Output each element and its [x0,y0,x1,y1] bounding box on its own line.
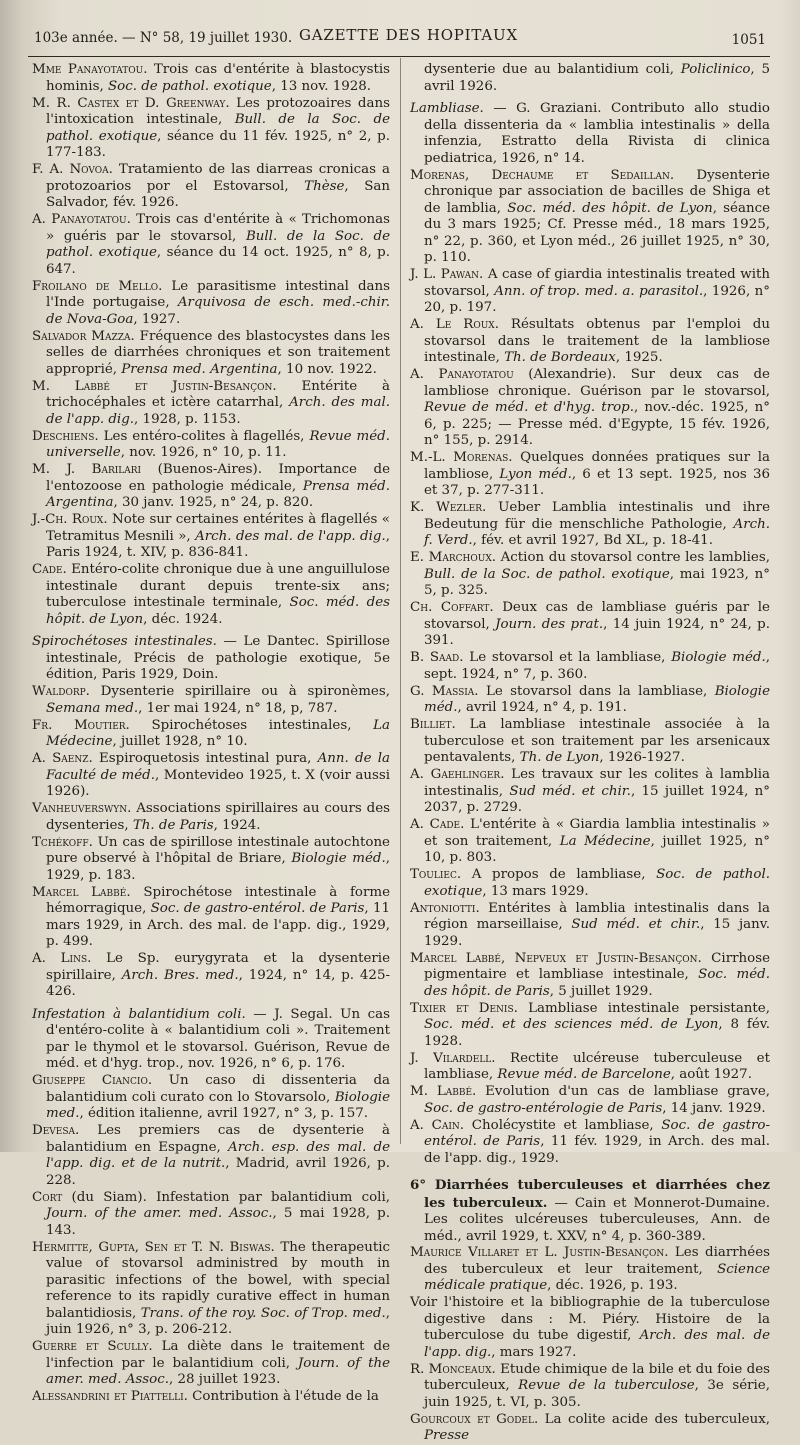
bibliography-entry [32,835,390,885]
entry-author: A. Cade. [410,817,465,832]
entry-reference: , Montevideo 1925, t. X (voir aussi 1926). [46,767,390,799]
entry-source: Arch. des mal. de l'app. dig. [424,1328,771,1360]
entry-text: Contribution à l'étude de la [187,1389,379,1404]
entry-author: M. Labbé et Justin-Besançon. [32,378,277,394]
entry-author: B. Saad. [410,650,464,665]
entry-author: Tchékoff. [32,834,93,850]
entry-reference: , août 1927. [670,1067,752,1082]
entry-source: Bull. de la Soc. de pathol. exotique [46,112,390,144]
bibliography-entry [410,367,770,450]
entry-source: Soc. méd. des hôpit. de Lyon [46,595,391,627]
entry-source: Soc. méd. des hôpit. de Paris [424,967,770,999]
entry-source: Lyon méd. [499,466,572,482]
entry-author: Fr. Moutier. [32,717,130,733]
entry-author: Marcel Labbé, Nepveux et Justin-Besançon. [410,950,702,966]
entry-text: La diète dans le traitement de l'infection par le balantidium coli, [46,1339,390,1371]
entry-reference: , Madrid, avril 1926, p. 228. [46,1156,390,1188]
entry-text: Quelques données pratiques sur la lambliose, [424,450,770,482]
entry-text: La colite acide des tuberculeux, [538,1411,771,1427]
bibliography-entry [410,867,770,900]
bibliography-entry [32,1389,390,1406]
bibliography-entry [32,801,390,834]
entry-source: Arch. des mal. de l'app. dig. [46,395,390,427]
entry-author: Hermitte, Gupta, Sen et T. N. Biswas. [32,1239,275,1255]
entry-source: Biologie méd. [671,650,766,665]
entry-author: Gourcoux et Godel. [410,1411,539,1427]
header-rule [28,56,770,57]
bibliography-entry [410,684,770,717]
entry-reference: , mai 1923, n° 5, p. 325. [424,566,770,598]
right-column [410,62,771,1443]
page-number: 1051 [731,32,766,48]
entry-reference: , 15 janv. 1929. [424,917,770,949]
entry-source: Th. de Paris [132,817,214,833]
entry-author: K. Wezler. [410,500,487,515]
entry-source: La Médecine [46,717,390,749]
entry-reference: , Paris 1924, t. XIV, p. 836-841. [46,528,390,560]
entry-reference: , 1925. [615,350,663,365]
entry-text: Associations spirillaires au cours des dysenteries, [46,801,390,833]
entry-author: Billiet. [410,717,456,732]
entry-text: Evolution d'un cas de lambliase grave, [476,1084,771,1099]
entry-reference: , 13 nov. 1928. [271,78,372,94]
entry-text: Fréquence des blastocystes dans les selles de diarrhées chroniques et son traitement approprié, [46,328,390,377]
entry-author: A. Saenz. [32,751,93,766]
entry-text: Les protozoaires dans l'intoxication intestinale, [46,95,390,127]
entry-author: Giuseppe Ciancio. [32,1073,153,1088]
entry-text: L'entérite à « Giardia lamblia intestinalis » et son traitement, [424,817,770,849]
entry-text: Spirochétose intestinale à forme hémorragique, [46,884,390,916]
entry-author: Guerre et Scully. [32,1339,153,1354]
bibliography-entry [32,62,390,95]
bibliography-entry [32,279,390,329]
bibliography-entry [32,885,390,951]
entry-reference: , 14 janv. 1929. [662,1100,766,1116]
entry-author: M. J. Barilari [32,462,142,477]
entry-source: Biologie méd. [291,851,386,866]
bibliography-entry [410,650,770,683]
bibliography-entry [410,1362,770,1412]
entry-source: Trans. of the roy. Soc. of Trop. med. [140,1305,386,1321]
journal-title: GAZETTE DES HOPITAUX [299,26,518,44]
page-header [34,26,766,50]
bibliography-entry [32,1339,390,1389]
entry-source: Ann. of trop. med. a. parasitol. [494,283,704,299]
entry-reference: , édition italienne, avril 1927, n° 3, p. 157. [79,1106,369,1121]
bibliography-entry [32,718,390,751]
entry-reference: , 1926-1927. [599,750,685,765]
entry-source: Sud méd. et chir. [571,917,701,932]
bibliography-entry [410,767,770,817]
bibliography-entry [32,212,390,278]
entry-author: M.-L. Morenas. [410,450,513,465]
entry-author: Touliec. [410,867,462,882]
entry-reference: , 30 janv. 1925, n° 24, p. 820. [113,495,314,510]
bibliography-entry [410,168,770,267]
bibliography-entry [32,162,390,212]
entry-reference: , mars 1927. [491,1344,577,1360]
entry-source: Journ. des prat. [495,616,604,632]
entry-text: Les premiers cas de dysenterie à balantidium en Espagne, [46,1123,390,1155]
entry-text: Ueber Lamblia intestinalis und ihre Bedeutung für die menschliche Pathologie, [424,500,770,532]
entry-source: Prensa méd. Argentina [46,478,390,510]
entry-reference: , 1927. [133,311,181,327]
entry-reference: , séance du 14 oct. 1925, n° 8, p. 647. [46,245,390,277]
entry-text: Le Sp. eurygyrata et la dysenterie spirillaire, [46,951,390,983]
entry-source: Th. de Lyon [519,750,600,765]
bibliography-entry [32,1240,390,1339]
entry-text: Le stovarsol dans la lambliase, [478,683,715,699]
entry-source: Arch. des mal. de l'app. dig. [195,528,386,544]
entry-reference: , 10 nov. 1922. [277,361,377,377]
entry-author: Maurice Villaret et L. Justin-Besançon. [410,1245,669,1260]
entry-source: Thèse [304,178,345,194]
bibliography-entry [32,1007,390,1073]
entry-text: (du Siam). Infestation par balantidium coli, [62,1189,390,1205]
entry-text: Cholécystite et lambliase, [464,1117,662,1133]
entry-reference: , 14 juin 1924, n° 24, p. 391. [424,616,770,648]
entry-text: dysenterie due au balantidium coli, [424,62,681,77]
bibliography-entry [32,1123,390,1189]
entry-author: E. Marchoux. [410,550,496,565]
entry-author: Salvador Mazza. [32,328,135,344]
entry-text: Note sur certaines entérites à flagellés « Tetramitus Mesnili », [46,512,390,544]
entry-source: Arch. esp. des mal. de l'app. dig. et de la nutrit. [46,1139,391,1171]
entry-text: Le parasitisme intestinal dans l'Inde portugaise, [46,278,390,310]
bibliography-entry [410,317,770,367]
entry-reference: , 11 fév. 1929, in Arch. des mal. de l'app. dig., 1929. [424,1134,770,1166]
bibliography-entry [32,379,390,429]
entry-source: Journ. of the amer. med. Assoc. [46,1206,273,1221]
bibliography-entry [32,634,390,684]
entry-source: Bull. de la Soc. de pathol. exotique [46,228,390,260]
entry-author: Vanheuverswyn. [32,801,132,816]
entry-reference: , séance du 11 fév. 1925, n° 2, p. 177-183. [46,128,390,160]
entry-reference: , fév. et avril 1927, Bd XL, p. 18-41. [472,533,713,548]
bibliography-entry [410,717,770,767]
bibliography-entry [410,1051,770,1084]
entry-author: A. Panayotatou. [32,212,131,227]
entry-reference: , déc. 1926, p. 193. [547,1278,678,1293]
entry-source: Bull. de la Soc. de pathol. exotique [424,566,670,582]
entry-reference: — J. Segal. Un cas d'entéro-colite à « balantidium coli ». Traitement par le thymol et le stovarsol. Guérison, Revue de méd. et d'hyg. trop., nov. 1926, n° 6, p. 176. [46,1006,390,1071]
entry-source: Policlinico [680,62,751,77]
bibliography-entry [410,267,770,317]
bibliography-entry [410,951,770,1001]
entry-author: A. Cain. [410,1117,465,1133]
entry-source: Prensa med. Argentina [121,361,278,377]
bibliography-entry [32,429,390,462]
entry-reference: , 1929, p. 183. [46,851,390,883]
entry-author: Antoniotti. [410,900,480,916]
entry-source: Revue méd. universelle [46,428,390,460]
entry-text: Le stovarsol et la lambliase, [463,650,672,665]
entry-reference: , 1924, n° 14, p. 425-426. [46,967,390,999]
entry-source: Biologie méd. [424,683,770,715]
entry-text: Les travaux sur les colites à lamblia intestinalis, [424,767,771,799]
entry-text: Etude chimique de la bile et du foie des tuberculeux, [424,1361,771,1393]
entry-source: Arch. f. Verd. [424,516,770,548]
entry-reference: — Le Dantec. Spirillose intestinale, Précis de pathologie exotique, 5e édition, Paris 1929, Doin. [46,634,390,682]
entry-author: Tixier et Denis. [410,1000,518,1016]
entry-source: La Médecine [559,833,651,849]
entry-reference: , juin 1926, n° 3, p. 206-212. [46,1305,390,1337]
entry-text: (Alexandrie). Sur deux cas de lambliose chronique. Guérison par le stovarsol, [424,367,770,399]
bibliography-entry [410,600,770,650]
entry-author: Waldorp. [32,684,90,699]
bibliography-entry [410,901,770,951]
entry-text: Résultats obtenus par l'emploi du stovarsol dans le traitement de la lambliose intestinale, [424,317,770,365]
entry-reference: — G. Graziani. Contributo allo studio della dissenteria da « lamblia intestinalis » della infenzia, Estratto della Rivista di clinica pediatrica, 1926, n° 14. [424,101,770,166]
entry-text: Espiroquetosis intestinal pura, [92,751,318,766]
entry-source: Soc. de gastro-entérologie de Paris [424,1100,663,1116]
entry-reference: , déc. 1924. [143,611,223,627]
entry-author: M. Labbé. [410,1084,477,1099]
entry-text: Les entéro-colites à flagellés, [98,428,310,444]
bibliography-entry [410,62,770,95]
entry-author: Froilano de Mello. [32,278,163,294]
entry-source: Revue méd. de Barcelone [497,1067,671,1082]
entry-author: Alessandrini et Piattelli. [32,1389,188,1404]
entry-reference: , San Salvador, fév. 1926. [46,178,391,210]
entry-source: Semana med. [46,700,139,716]
entry-reference: , 3e série, juin 1925, t. VI, p. 305. [424,1378,770,1410]
bibliography-entry [410,450,770,500]
entry-author: Marcel Labbé. [32,884,131,900]
entry-source: Presse [424,1428,470,1443]
entry-text: Dysenterie chronique par association de bacilles de Shiga et de lamblia, [424,167,770,216]
entry-reference: , nov.-déc. 1925, n° 6, p. 225; — Presse méd. d'Egypte, 15 fév. 1926, n° 155, p. 2914. [424,400,770,448]
entry-reference: , juillet 1925, n° 10, p. 803. [424,833,770,865]
bibliography-entry [32,562,390,628]
section-heading: 6° Diarrhées tuberculeuses et diarrhées chez les tuberculeux. [410,1177,770,1211]
column-divider [400,58,401,1144]
entry-source: Infestation à balantidium coli. [32,1006,246,1022]
bibliography-entry [32,329,390,379]
bibliography-entry [410,500,770,550]
bibliography-entry [410,1118,770,1168]
entry-reference: , 5 mai 1928, p. 143. [46,1206,390,1238]
entry-reference: , 5 avril 1926. [424,62,770,94]
entry-author: F. A. Novoa. [32,162,113,177]
entry-reference: , 5 juillet 1929. [549,983,653,999]
entry-source: Biologie med. [46,1089,390,1121]
entry-text: Entérites à lamblia intestinalis dans la région marseillaise, [424,900,770,932]
bibliography-entry [410,1001,770,1051]
entry-reference: , 28 juillet 1923. [169,1372,281,1387]
issue-info: 103e année. — N° 58, 19 juillet 1930. [34,30,293,46]
entry-text: Cirrhose pigmentaire et lambliase intestinale, [424,950,770,982]
entry-text: Dysenterie spirillaire ou à spironèmes, [89,684,390,699]
entry-text: La lambliase intestinale associée à la tuberculose et son traitement par les arsenicaux pentavalents, [424,717,770,765]
entry-reference: , 1926, n° 20, p. 197. [424,283,770,315]
entry-author: A. Gaehlinger. [410,767,505,782]
bibliography-entry [32,1190,390,1240]
entry-author: Deschiens. [32,428,99,444]
left-column [32,62,391,1404]
entry-reference: , sept. 1924, n° 7, p. 360. [424,650,771,682]
entry-author: J.-Ch. Roux. [32,512,108,527]
entry-author: Morenas, Dechaume et Sedaillan. [410,167,675,183]
entry-reference: , 11 mars 1929, in Arch. des mal. de l'app. dig., 1929, p. 499. [46,901,390,949]
entry-text: Entéro-colite chronique due à une anguillulose intestinale durant depuis trente-six ans; tuberculose intestinale terminale, [46,562,390,610]
entry-reference: , 13 mars 1929. [482,883,589,899]
entry-text: Trois cas d'entérite à blastocystis hominis, [46,62,390,94]
entry-source: Soc. méd. et des sciences méd. de Lyon [424,1017,719,1032]
entry-author: Cort [32,1189,63,1205]
entry-author: Devesa. [32,1123,80,1138]
bibliography-entry [410,1295,770,1361]
entry-reference: , 15 juillet 1924, n° 2037, p. 2729. [424,783,770,815]
entry-source: Journ. of the amer. med. Assoc. [46,1355,390,1387]
entry-text: Rectite ulcéreuse tuberculeuse et lambliase, [424,1050,770,1082]
entry-text: Trois cas d'entérite à « Trichomonas » guéris par le stovarsol, [46,212,391,244]
bibliography-entry [32,512,390,562]
entry-text: Voir l'histoire et la bibliographie de la tuberculose digestive dans : M. Piéry. Histoire de la tuberculose du tube digestif, [410,1295,770,1343]
entry-reference: , séance du 3 mars 1925; Cf. Presse méd., 18 mars 1925, n° 22, p. 360, et Lyon méd., 26 juillet 1925, n° 30, p. 110. [424,200,770,265]
entry-text: Entérite à trichocéphales et ictère catarrhal, [46,378,390,410]
bibliography-entry [32,1073,390,1123]
entry-text: Un caso di dissenteria da balantidium coli curato con lo Stovarsolo, [46,1073,391,1105]
entry-source: Soc. de gastro-entérol. de Paris [150,901,365,916]
entry-source: Revue de méd. et d'hyg. trop. [424,400,634,415]
entry-text: Spirochétoses intestinales, [129,717,374,733]
entry-text: — Cain et Monnerot-Dumaine. Les colites ulcéreuses tuberculeuses, Ann. de méd., avril 1929, t. XXV, n° 4, p. 360-389. [424,1195,770,1244]
entry-author: Ch. Coffart. [410,600,494,615]
entry-reference: , 1er mai 1924, n° 18, p, 787. [138,700,338,716]
entry-text: Les diarrhées des tuberculeux et leur traitement, [424,1245,770,1277]
entry-source: Soc. de pathol. exotique [424,867,770,899]
entry-reference: , 1924. [213,817,261,833]
entry-source: Revue de la tuberculose [518,1378,695,1393]
bibliography-entry [32,951,390,1001]
entry-text: Deux cas de lambliase guéris par le stovarsol, [424,600,770,632]
bibliography-entry [410,1084,770,1117]
entry-source: Sud méd. et chir. [509,783,631,799]
entry-source: Lambliase. [410,101,484,116]
entry-author: A. Le Roux. [410,317,499,332]
bibliography-entry [410,817,770,867]
entry-source: Soc. méd. des hôpit. de Lyon [507,200,713,216]
entry-text: The therapeutic value of stovarsol administred by mouth in parasitic infections of the bowel, with special reference to its rapidly curative effect in human balantidiosis, [46,1239,391,1321]
entry-author: R. Monceaux. [410,1361,496,1377]
entry-reference: , 8 fév. 1928. [424,1017,771,1049]
entry-text: Action du stovarsol contre les lamblies, [496,550,770,565]
entry-source: Th. de Bordeaux [504,350,616,365]
entry-source: Arch. Bres. med. [121,967,239,983]
entry-reference: , nov. 1926, n° 10, p. 11. [120,445,287,460]
entry-author: Mme Panayotatou. [32,62,148,77]
bibliography-entry [32,462,390,512]
entry-author: A. Panayotatou [410,367,514,382]
entry-source: Soc. de pathol. exotique [107,78,272,94]
entry-text: A propos de lambliase, [461,867,657,882]
bibliography-entry [410,101,770,167]
entry-source: Arquivosa de esch. med.-chir. de Nova-Goa [46,295,390,327]
entry-reference: , juillet 1928, n° 10. [112,734,248,749]
bibliography-entry [32,96,390,162]
entry-reference: , 6 et 13 sept. 1925, nos 36 et 37, p. 277-311. [424,466,770,498]
entry-source: Soc. de gastro-entérol. de Paris [424,1117,770,1149]
entry-source: Ann. de la Faculté de méd. [46,751,390,783]
entry-text: A case of giardia intestinalis treated with stovarsol, [424,267,771,299]
entry-source: Science médicale pratique [424,1261,770,1293]
entry-author: J. L. Pawan. [410,267,484,282]
entry-text: Un cas de spirillose intestinale autochtone pure observé à l'hôpital de Briare, [46,834,390,866]
bibliography-entry [32,684,390,717]
bibliography-entry [32,751,390,801]
bibliography-entry [410,1412,770,1445]
entry-author: A. Lins. [32,951,92,966]
entry-text: Tratamiento de las diarreas cronicas a protozoarios por el Estovarsol, [46,162,390,194]
bibliography-entry [410,1245,770,1295]
entry-reference: , 1928, p. 1153. [134,411,241,427]
bibliography-entry [410,550,770,600]
entry-text: Lambliase intestinale persistante, [517,1000,770,1016]
entry-reference: , avril 1924, n° 4, p. 191. [457,700,627,715]
entry-source: Spirochétoses intestinales. [32,634,217,649]
entry-author: G. Massia. [410,683,479,699]
entry-author: J. Vilardell. [410,1050,496,1066]
entry-text: (Buenos-Aires). Importance de l'entozoose en pathologie médicale, [46,462,391,494]
bibliography-entry [410,1177,770,1245]
entry-author: Cade. [32,562,67,577]
entry-author: M. R. Castex et D. Greenway. [32,95,230,111]
